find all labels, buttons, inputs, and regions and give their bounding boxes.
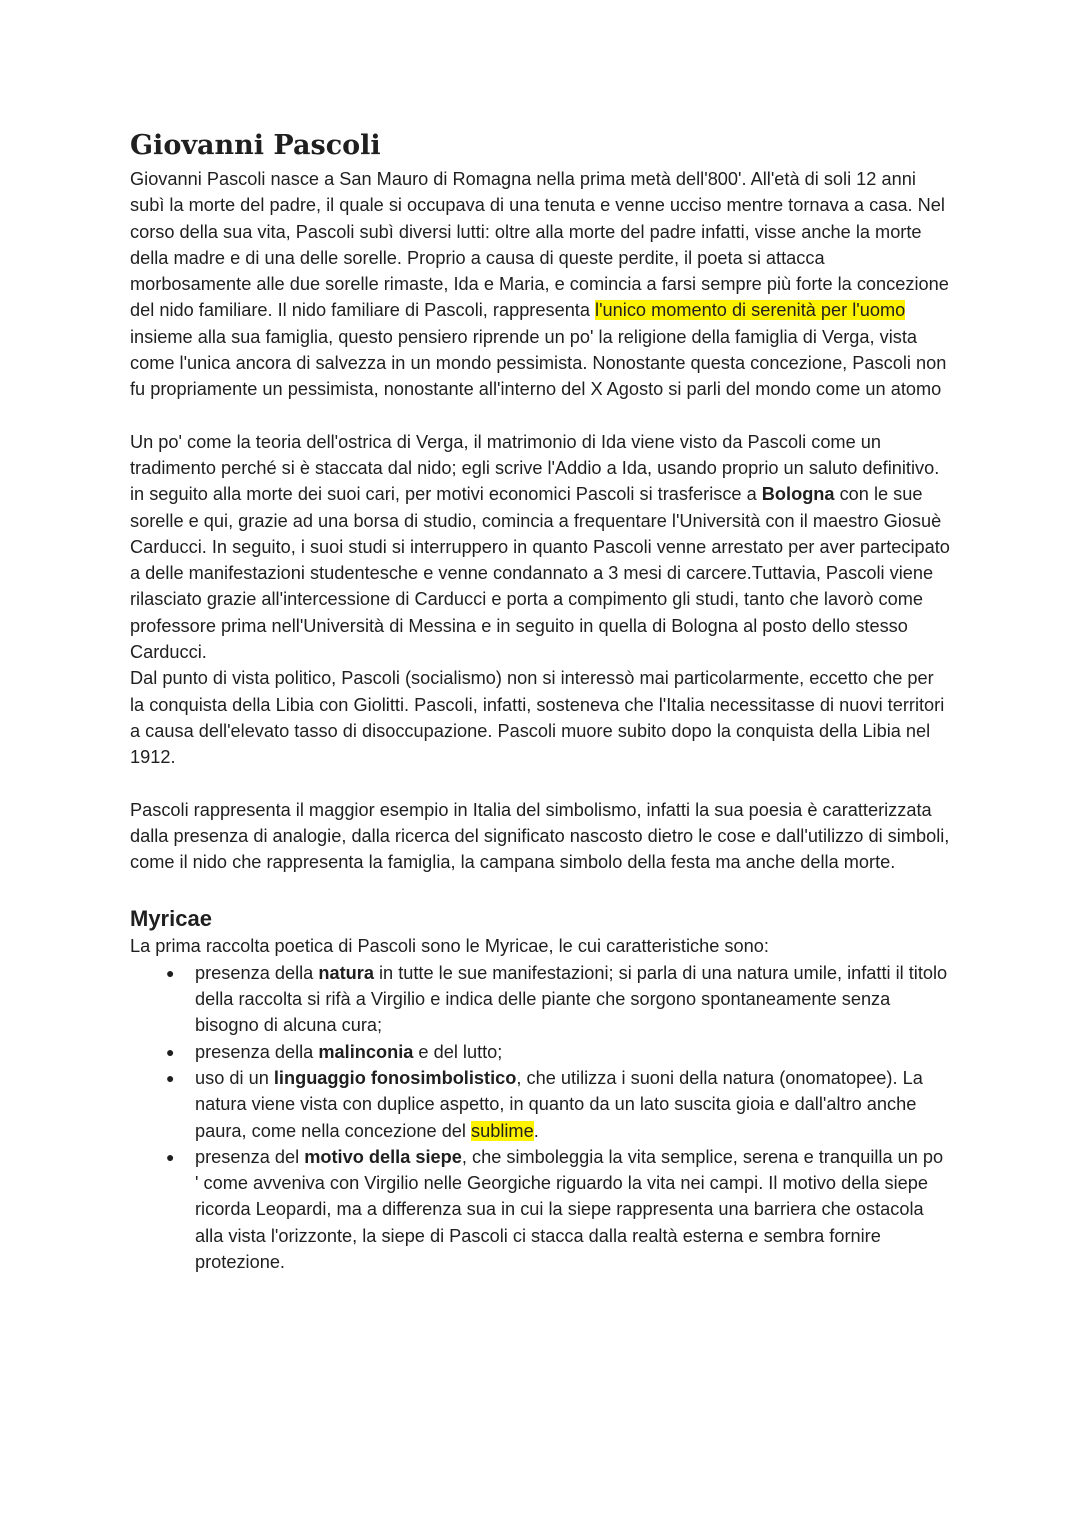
list-item-text: presenza della xyxy=(195,1041,319,1062)
list-item-text: in tutte le sue manifestazioni; si parla di una natura umile, infatti il titolo della raccolta si rifà a Virgilio e indica delle piante che sorgono spontaneamente senza bisogno di alcuna cura; xyxy=(195,962,948,1036)
highlighted-text: sublime xyxy=(471,1120,534,1141)
list-item-text: , che simboleggia la vita semplice, serena e tranquilla un po ' come avveniva con Virgilio nelle Georgiche riguardo la vita nei campi. Il motivo della siepe ricorda Leopardi, ma a differenza sua in cui la siepe rappresenta una barriera che ostacola alla vista l'orizzonte, la siepe di Pascoli ci stacca dalla realtà esterna e sembra fornire protezione. xyxy=(195,1146,944,1272)
list-item-text: uso di un xyxy=(195,1067,274,1088)
paragraph-biography xyxy=(130,166,950,403)
paragraph-politics: Dal punto di vista politico, Pascoli (socialismo) non si interessò mai particolarmente, eccetto che per la conquista della Libia con Giolitti. Pascoli, infatti, sosteneva che l'Italia necessitasse di nuovi territori a causa dell'elevato tasso di disoccupazione. Pascoli muore subito dopo la conquista della Libia nel 1912. xyxy=(130,668,945,768)
list-item xyxy=(166,960,950,1039)
list-item xyxy=(166,1065,950,1144)
section-title-myricae: Myricae xyxy=(130,906,212,932)
list-item-text: , che utilizza i suoni della natura (onomatopee). La natura viene vista con duplice aspetto, in quanto da un lato suscita gioia e dall'altro anche paura, come nella concezione del xyxy=(195,1067,923,1141)
bold-text: Bologna xyxy=(761,484,835,505)
list-item-text: e del lutto; xyxy=(413,1041,503,1062)
bold-text: malinconia xyxy=(318,1041,414,1062)
bold-text: linguaggio fonosimbolistico xyxy=(273,1067,517,1088)
highlighted-text: l'unico momento di serenità per l'uomo xyxy=(595,300,906,321)
bullet-icon: ● xyxy=(166,964,175,981)
paragraph-myricae-intro: La prima raccolta poetica di Pascoli sono le Myricae, le cui caratteristiche sono: xyxy=(130,936,769,957)
list-item-text: presenza della xyxy=(195,962,319,983)
bullet-icon: ● xyxy=(166,1043,175,1060)
list-item-text: presenza del xyxy=(195,1146,305,1167)
document-title: Giovanni Pascoli xyxy=(130,130,381,161)
paragraph-text: con le sue sorelle e qui, grazie ad una borsa di studio, comincia a frequentare l'Università con il maestro Giosuè Carducci. In seguito, i suoi studi si interruppero in quanto Pascoli venne arrestato per aver partecipato a delle manifestazioni studentesche e venne condannato a 3 mesi di carcere.Tuttavia, Pascoli viene rilasciato grazie all'intercessione di Carducci e porta a compimento gli studi, tanto che lavorò come professore prima nell'Università di Messina e in seguito in quella di Bologna al posto dello stesso Carducci. xyxy=(130,484,950,663)
bullet-icon: ● xyxy=(166,1069,175,1086)
paragraph-bologna xyxy=(130,481,950,665)
list-item xyxy=(166,1039,950,1065)
bold-text: motivo della siepe xyxy=(304,1146,462,1167)
document-page xyxy=(130,128,950,1275)
paragraph-text: insieme alla sua famiglia, questo pensiero riprende un po' la religione della famiglia di Verga, vista come l'unica ancora di salvezza in un mondo pessimista. Nonostante questa concezione, Pascoli non fu propriamente un pessimista, nonostante all'interno del X Agosto si parli del mondo come un atomo xyxy=(130,326,947,400)
list-item xyxy=(166,1144,950,1275)
paragraph-symbolism: Pascoli rappresenta il maggior esempio in Italia del simbolismo, infatti la sua poesia è caratterizzata dalla presenza di analogie, dalla ricerca del significato nascosto dietro le cose e dall'utilizzo di simboli, come il nido che rappresenta la famiglia, la campana simbolo della festa ma anche della morte. xyxy=(130,799,950,873)
paragraph-text: Giovanni Pascoli nasce a San Mauro di Romagna nella prima metà dell'800'. All'età di soli 12 anni subì la morte del padre, il quale si occupava di una tenuta e venne ucciso mentre tornava a casa. Nel corso della sua vita, Pascoli subì diversi lutti: oltre alla morte del padre infatti, visse anche la morte della madre e di una delle sorelle. Proprio a causa di queste perdite, il poeta si attacca morbosamente alle due sorelle rimaste, Ida e Maria, e comincia a farsi sempre più forte la concezione del nido familiare. Il nido familiare di Pascoli, rappresenta xyxy=(130,169,949,321)
paragraph-ida: Un po' come la teoria dell'ostrica di Verga, il matrimonio di Ida viene visto da Pascoli come un tradimento perché si è staccata dal nido; egli scrive l'Addio a Ida, usando proprio un saluto definitivo. xyxy=(130,431,940,478)
characteristics-list xyxy=(130,960,950,1276)
bold-text: natura xyxy=(318,962,374,983)
list-item-text: . xyxy=(533,1120,539,1141)
bullet-icon: ● xyxy=(166,1148,175,1165)
paragraph-text: in seguito alla morte dei suoi cari, per motivi economici Pascoli si trasferisce a xyxy=(130,484,762,505)
